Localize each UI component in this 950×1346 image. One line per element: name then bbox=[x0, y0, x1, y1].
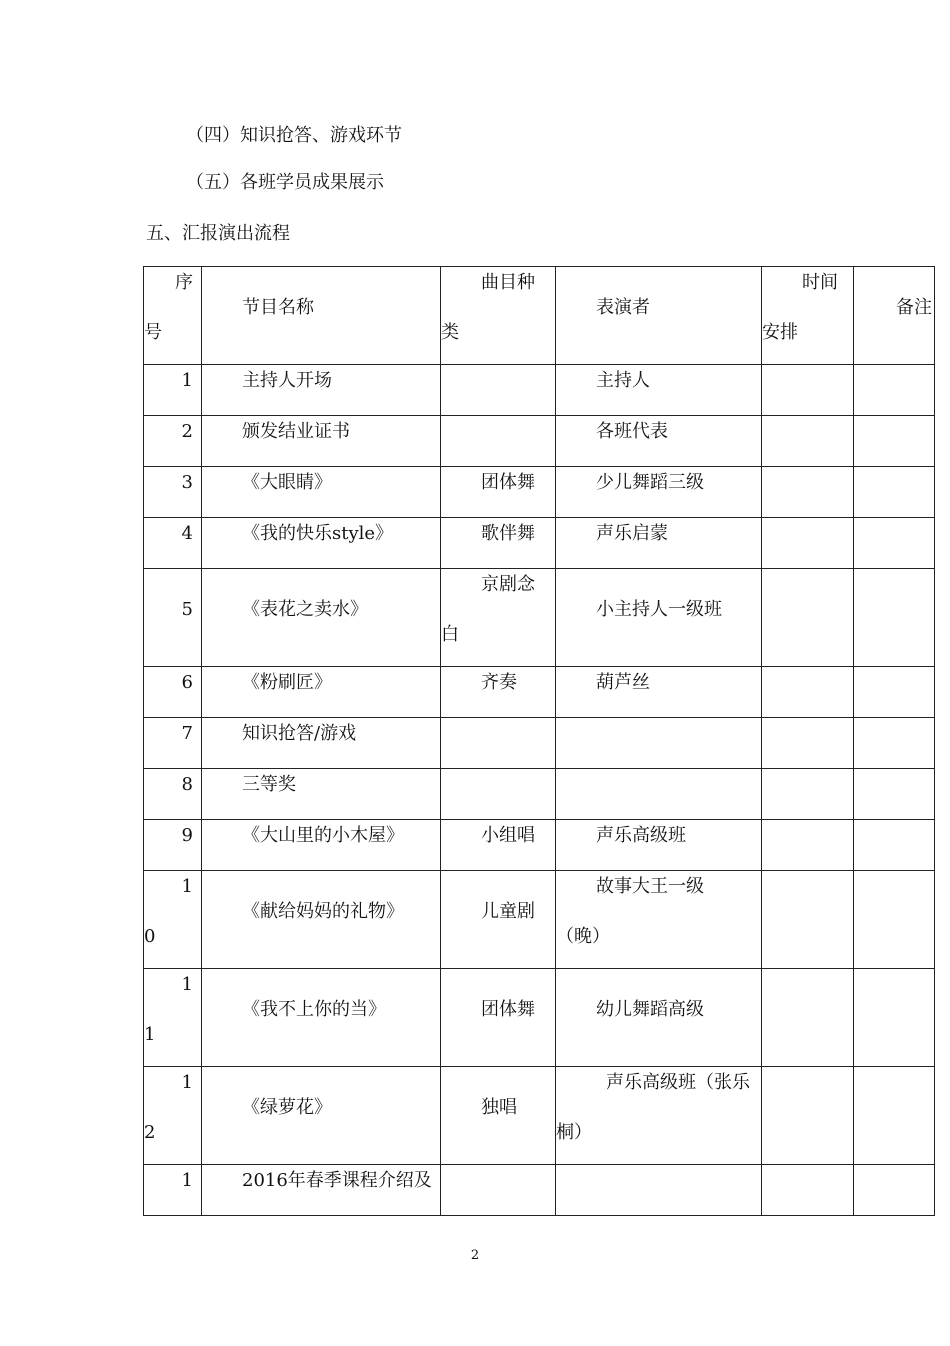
heading-item-5: （五）各班学员成果展示 bbox=[186, 172, 384, 193]
heading-item-4: （四）知识抢答、游戏环节 bbox=[186, 125, 402, 146]
row-performer-a: 故事大王一级 bbox=[596, 876, 704, 897]
table-row bbox=[144, 718, 935, 769]
row-type: 齐奏 bbox=[481, 672, 517, 693]
row-name: 2016年春季课程介绍及 bbox=[242, 1170, 432, 1191]
row-performer: 少儿舞蹈三级 bbox=[596, 472, 704, 493]
row-seq-b: 0 bbox=[144, 926, 156, 947]
row-seq: 5 bbox=[181, 599, 193, 620]
row-seq: 4 bbox=[181, 523, 193, 544]
row-name: 《粉刷匠》 bbox=[242, 672, 332, 693]
row-seq: 1 bbox=[181, 370, 193, 391]
row-name: 《绿萝花》 bbox=[242, 1097, 332, 1118]
row-performer: 小主持人一级班 bbox=[596, 599, 722, 620]
row-name: 三等奖 bbox=[242, 774, 296, 795]
row-seq: 3 bbox=[181, 472, 193, 493]
table-row bbox=[144, 871, 935, 969]
header-note: 备注 bbox=[896, 297, 932, 318]
table-row bbox=[144, 769, 935, 820]
row-name: 主持人开场 bbox=[242, 370, 332, 391]
row-seq: 8 bbox=[181, 774, 193, 795]
table-row bbox=[144, 820, 935, 871]
row-type: 小组唱 bbox=[481, 825, 535, 846]
row-performer: 幼儿舞蹈高级 bbox=[596, 999, 704, 1020]
row-seq: 2 bbox=[181, 421, 193, 442]
table-row bbox=[144, 467, 935, 518]
row-performer: 声乐高级班 bbox=[596, 825, 686, 846]
row-type: 歌伴舞 bbox=[481, 523, 535, 544]
header-seq-a: 序 bbox=[175, 272, 193, 293]
header-seq-b: 号 bbox=[144, 322, 162, 343]
table-row bbox=[144, 1165, 935, 1216]
table-row bbox=[144, 518, 935, 569]
row-performer: 主持人 bbox=[596, 370, 650, 391]
row-type-b: 白 bbox=[441, 624, 459, 645]
row-name: 《大山里的小木屋》 bbox=[242, 825, 404, 846]
table-row bbox=[144, 667, 935, 718]
row-type: 独唱 bbox=[481, 1097, 517, 1118]
table-row bbox=[144, 365, 935, 416]
row-seq: 7 bbox=[181, 723, 193, 744]
row-type-a: 京剧念 bbox=[481, 574, 535, 595]
row-name: 颁发结业证书 bbox=[242, 421, 350, 442]
table-row bbox=[144, 1067, 935, 1165]
header-name: 节目名称 bbox=[242, 297, 314, 318]
row-seq-b: 2 bbox=[144, 1122, 156, 1143]
header-time-a: 时间 bbox=[802, 272, 838, 293]
row-seq: 6 bbox=[181, 672, 193, 693]
row-performer-b: 桐） bbox=[556, 1122, 592, 1143]
header-performer: 表演者 bbox=[596, 297, 650, 318]
row-seq-a: 1 bbox=[181, 974, 193, 995]
row-performer-b: （晚） bbox=[556, 926, 610, 947]
row-name: 《献给妈妈的礼物》 bbox=[242, 901, 404, 922]
section-heading: 五、汇报演出流程 bbox=[146, 223, 290, 244]
header-type-a: 曲目种 bbox=[481, 272, 535, 293]
table-header-row bbox=[144, 267, 935, 365]
row-type: 团体舞 bbox=[481, 472, 535, 493]
page-number: 2 bbox=[470, 1248, 480, 1263]
row-seq: 9 bbox=[181, 825, 193, 846]
row-performer: 声乐启蒙 bbox=[596, 523, 668, 544]
row-type: 儿童剧 bbox=[481, 901, 535, 922]
row-seq-b: 1 bbox=[144, 1024, 156, 1045]
row-name: 《表花之卖水》 bbox=[242, 599, 368, 620]
table-row bbox=[144, 569, 935, 667]
table-row bbox=[144, 969, 935, 1067]
row-type: 团体舞 bbox=[481, 999, 535, 1020]
row-name: 知识抢答/游戏 bbox=[242, 723, 357, 744]
table-row bbox=[144, 416, 935, 467]
row-performer-a: 声乐高级班（张乐 bbox=[606, 1072, 750, 1093]
row-seq-a: 1 bbox=[181, 1072, 193, 1093]
row-name: 《我的快乐style》 bbox=[242, 523, 394, 544]
row-seq: 1 bbox=[181, 1170, 193, 1191]
row-performer: 葫芦丝 bbox=[596, 672, 650, 693]
row-name: 《大眼睛》 bbox=[242, 472, 332, 493]
row-seq-a: 1 bbox=[181, 876, 193, 897]
program-table bbox=[143, 266, 935, 1216]
row-name: 《我不上你的当》 bbox=[242, 999, 386, 1020]
header-type-b: 类 bbox=[441, 322, 459, 343]
header-time-b: 安排 bbox=[762, 322, 798, 343]
row-performer: 各班代表 bbox=[596, 421, 668, 442]
